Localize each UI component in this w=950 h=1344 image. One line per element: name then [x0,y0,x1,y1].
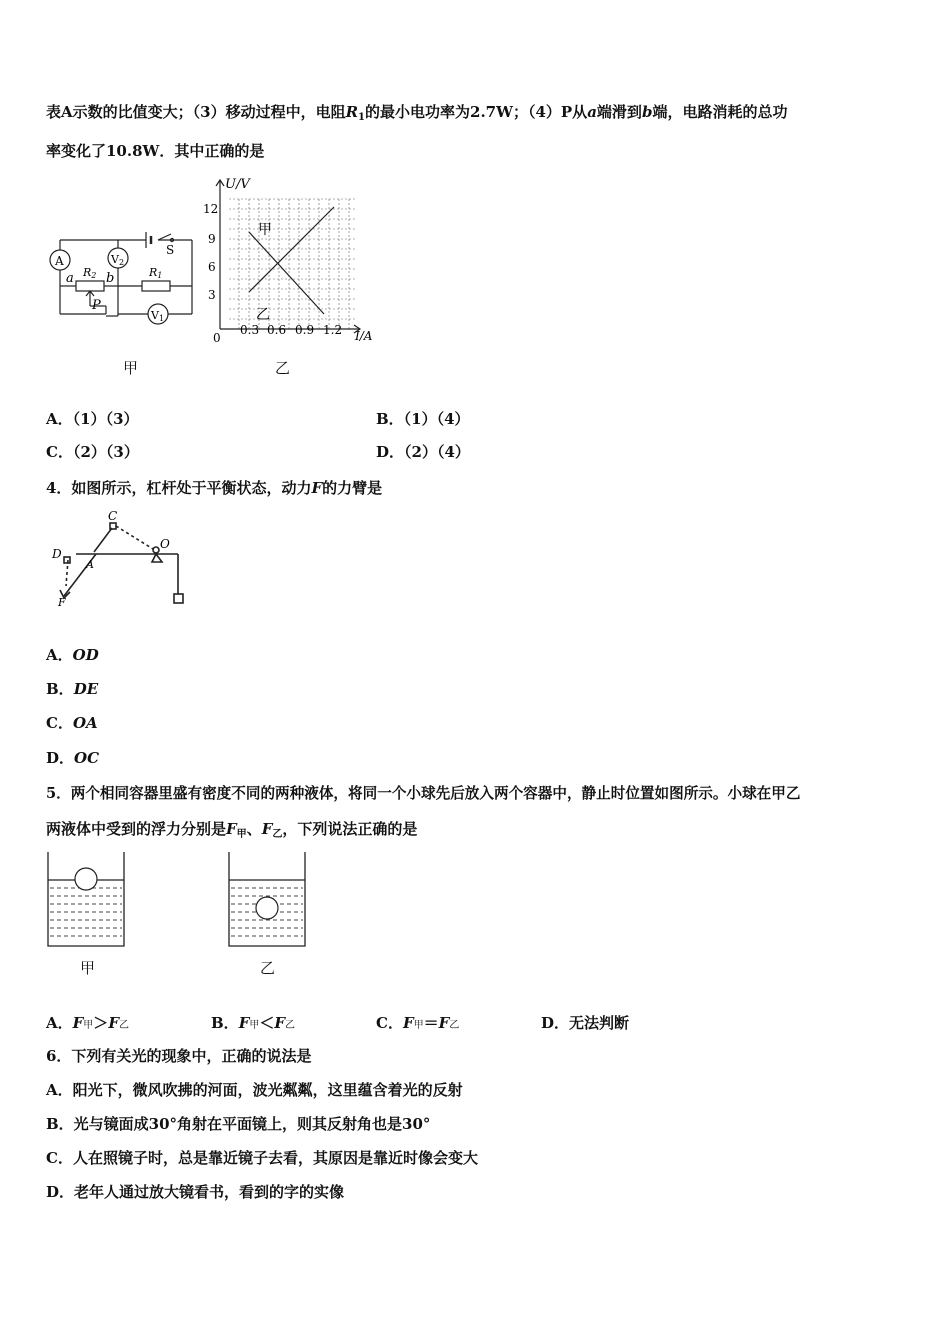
q5-option-a-letter: A． [46,1014,73,1032]
q3-text: 表A示数的比值变大；（3）移动过程中，电阻 [46,103,346,121]
q5-option-c-f2: F [438,1014,450,1032]
v1-letter: V [151,309,159,322]
q4-option-c-letter: C． [46,714,73,732]
q4-option-d-letter: D． [46,749,75,767]
q6-option-b: B．光与镜面成30°角射在平面镜上，则其反射角也是30° [46,1115,431,1133]
q5-option-b-letter: B． [211,1014,239,1032]
q4-force-symbol: F [311,479,323,497]
q4-option-c-value: OA [72,714,98,732]
terminal-b: b [106,271,115,286]
ui-graph [200,172,390,350]
q4-option-a-letter: A． [46,646,73,664]
q4-option-d [46,747,99,768]
q3-option-d: D．（2）（4） [376,443,470,461]
r1-letter: R [149,266,158,279]
y-tick: 9 [208,232,216,246]
q5-stem-line1: 5．两个相同容器里盛有密度不同的两种液体，将同一个小球先后放入两个容器中，静止时位置如图所示。小球在甲乙 [46,785,801,802]
q6-stem: 6．下列有关光的现象中，正确的说法是 [46,1047,312,1065]
x-tick: 1.2 [323,323,343,337]
q3-text: 端滑到 [596,103,642,121]
container-yi [225,850,309,950]
q5-option-b-sub2: 乙 [285,1020,296,1031]
q5-option-c-letter: C． [376,1014,403,1032]
q5-option-b-sub1: 甲 [249,1020,260,1031]
q5-option-a-operator: ＞ [93,1014,109,1032]
q5-option-a [46,1012,129,1033]
q4-option-a-value: OD [72,646,99,664]
q5-option-d: D．无法判断 [541,1014,630,1032]
q5-option-a-f1: F [72,1014,84,1032]
q3-var-a: a [587,103,597,121]
q6-option-a: A．阳光下，微风吹拂的河面，波光粼粼，这里蕴含着光的反射 [46,1081,463,1099]
q4-text: 的力臂是 [322,479,383,497]
q5-option-a-f2: F [108,1014,119,1032]
x-axis-label: I/A [355,329,373,343]
q5-text: 两液体中受到的浮力分别是 [46,820,227,838]
v2-letter: V [111,253,119,266]
x-tick: 0.6 [267,323,287,337]
q4-text: 4．如图所示，杠杆处于平衡状态，动力 [46,479,312,497]
q4-option-b-value: DE [73,680,99,698]
q4-option-b-letter: B． [46,680,74,698]
circuit-diagram [46,216,206,336]
container-yi-caption: 乙 [260,959,276,977]
r2-letter: R [83,266,92,279]
label-yi: 乙 [256,307,270,323]
r2-sub: 2 [91,271,97,280]
label-jia: 甲 [258,222,272,238]
q3-option-b: B．（1）（4） [376,410,470,428]
circuit-caption: 甲 [123,359,139,377]
q5-option-c-f1: F [402,1014,414,1032]
x-tick: 0.3 [240,323,260,337]
ball-yi [256,897,278,919]
q5-option-b-f2: F [274,1014,286,1032]
q5-option-a-sub1: 甲 [83,1020,94,1031]
q3-resistor-symbol: R [345,103,359,121]
q5-option-c-sub1: 甲 [413,1020,424,1031]
q5-option-c-operator: ＝ [423,1014,439,1032]
line-yi [249,232,324,314]
y-axis-label: U/V [225,177,250,192]
y-tick: 6 [208,260,216,274]
lever-diagram [48,506,198,612]
v2-label [110,253,124,267]
v1-label [150,309,164,323]
q5-force-symbol: F [261,820,273,838]
q4-option-d-value: OC [74,749,100,767]
point-c: C [108,509,118,523]
r1-label [148,266,162,280]
ammeter-label: A [55,254,64,268]
q3-text: 的最小电功率为2.7W；（4）P从 [365,103,588,121]
x-tick: 0.9 [295,323,315,337]
point-a: A [86,558,94,571]
q5-option-b-operator: ＜ [259,1014,275,1032]
q5-text: 、 [246,820,262,838]
r2-label [82,266,96,280]
switch-s-label: S [166,243,175,257]
q6-option-d: D．老年人通过放大镜看书，看到的字的实像 [46,1183,345,1201]
q5-option-c [376,1012,459,1033]
terminal-a: a [66,271,74,286]
q5-option-b [211,1012,295,1033]
q3-var-b: b [641,103,653,121]
q5-option-c-sub2: 乙 [449,1020,460,1031]
slider-p-label: P [92,298,101,313]
origin-label: 0 [213,331,221,345]
q3-option-c: C．（2）（3） [46,443,139,461]
v2-sub: 2 [118,258,125,267]
q4-stem [46,477,382,498]
y-tick: 12 [203,202,219,216]
graph-caption: 乙 [275,359,291,377]
q4-option-b [46,678,98,699]
y-tick: 3 [208,288,216,302]
ball-jia [75,868,97,890]
q3-option-a: A．（1）（3） [46,410,139,428]
q3-text: 端，电路消耗的总功 [652,103,788,121]
point-o: O [160,537,170,551]
q5-option-b-f1: F [238,1014,250,1032]
q3-stem-line1 [46,101,787,123]
container-jia-caption: 甲 [80,959,96,977]
q5-force-subscript: 甲 [236,829,247,840]
q3-stem-line2: 率变化了10.8W．其中正确的是 [46,142,265,160]
q4-option-c [46,712,98,733]
q5-force-symbol: F [226,820,237,838]
q5-option-a-sub2: 乙 [118,1020,129,1031]
q4-option-a [46,644,99,665]
force-f: F [58,596,66,609]
q5-text: ，下列说法正确的是 [282,820,418,838]
q3-resistor-subscript: 1 [358,112,366,123]
r1-sub: 1 [157,271,163,280]
v1-sub: 1 [158,314,165,323]
q6-option-c: C．人在照镜子时，总是靠近镜子去看，其原因是靠近时像会变大 [46,1149,478,1167]
q5-force-subscript: 乙 [272,829,283,840]
q5-stem-line2 [46,818,417,840]
container-jia [44,850,128,950]
point-d: D [52,547,62,561]
